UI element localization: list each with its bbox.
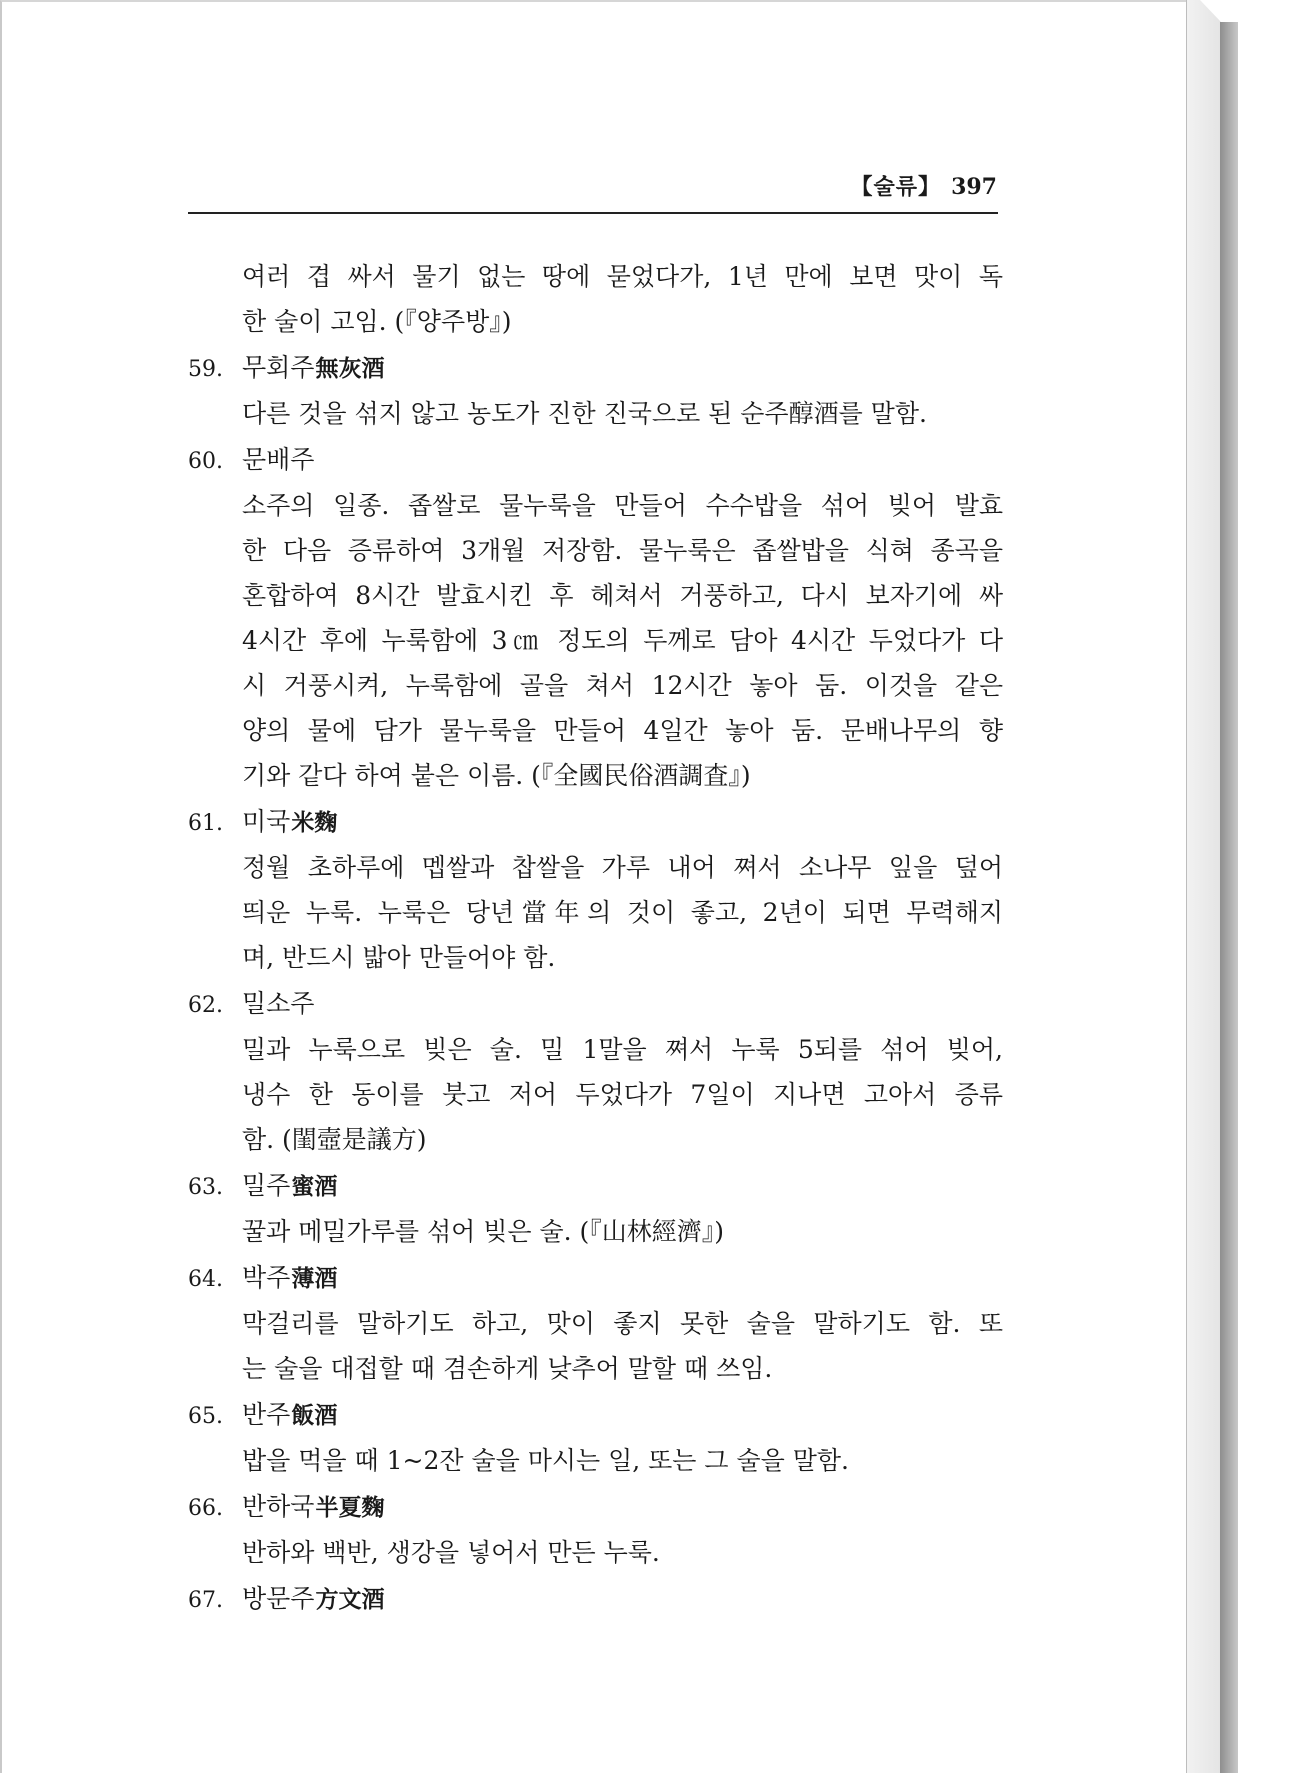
body-line: 막걸리를 말하기도 하고, 맛이 좋지 못한 술을 말하기도 함. 또 — [242, 1309, 1003, 1338]
entry-63 — [188, 1162, 1003, 1254]
body-line: 꿀과 메밀가루를 섞어 빚은 술. (『山林經濟』) — [242, 1217, 724, 1246]
entry-65 — [188, 1391, 1003, 1483]
body-line: 한 술이 고임. (『양주방』) — [242, 307, 512, 336]
body-line: 다른 것을 섞지 않고 농도가 진한 진국으로 된 순주醇酒를 말함. — [242, 399, 927, 428]
entry-number: 67. — [188, 1588, 223, 1613]
page-number: 397 — [951, 174, 997, 200]
entry-title: 박주 — [242, 1263, 291, 1292]
section-title: 【술류】 — [850, 174, 942, 200]
entry-heading — [188, 1391, 1003, 1438]
entry-hanja: 米麴 — [291, 809, 338, 836]
entry-64 — [188, 1254, 1003, 1391]
body-line: 기와 같다 하여 붙은 이름. (『全國民俗酒調査』) — [242, 761, 751, 790]
entry-title: 무회주 — [242, 353, 315, 382]
page-edge — [1186, 0, 1221, 1773]
entry-title: 방문주 — [242, 1584, 315, 1613]
body-line: 정월 초하루에 멥쌀과 찹쌀을 가루 내어 쪄서 소나무 잎을 덮어 — [242, 853, 1003, 882]
entry-title: 밀주 — [242, 1171, 291, 1200]
body-line: 냉수 한 동이를 붓고 저어 두었다가 7일이 지나면 고아서 증류 — [242, 1080, 1003, 1109]
entry-title: 밀소주 — [242, 989, 315, 1018]
entry-number: 60. — [188, 449, 223, 474]
page-shadow — [1220, 22, 1238, 1773]
running-header — [187, 170, 997, 214]
body-line: 밀과 누룩으로 빚은 술. 밀 1말을 쪄서 누룩 5되를 섞어 빚어, — [242, 1035, 1003, 1064]
body-line: 띄운 누룩. 누룩은 당년當年의 것이 좋고, 2년이 되면 무력해지 — [242, 898, 1003, 927]
page-content — [188, 254, 1003, 1622]
entry-number: 65. — [188, 1404, 223, 1429]
entry-number: 64. — [188, 1267, 223, 1292]
entry-number: 62. — [188, 993, 223, 1018]
entry-67 — [188, 1575, 1003, 1622]
entry-62 — [188, 980, 1003, 1162]
body-line: 함. (閨壼是議方) — [242, 1125, 427, 1154]
entry-heading — [188, 1254, 1003, 1301]
entry-title: 미국 — [242, 807, 291, 836]
entry-60 — [188, 436, 1003, 798]
entry-hanja: 無灰酒 — [315, 355, 385, 382]
entry-61 — [188, 798, 1003, 980]
body-line: 며, 반드시 밟아 만들어야 함. — [242, 943, 556, 972]
body-line: 양의 물에 담가 물누룩을 만들어 4일간 놓아 둠. 문배나무의 향 — [242, 716, 1003, 745]
entry-heading — [188, 1162, 1003, 1209]
body-line: 여러 겹 싸서 물기 없는 땅에 묻었다가, 1년 만에 보면 맛이 독 — [242, 262, 1003, 291]
entry-title: 문배주 — [242, 445, 315, 474]
entry-59 — [188, 344, 1003, 436]
body-line: 반하와 백반, 생강을 넣어서 만든 누룩. — [242, 1538, 660, 1567]
entry-hanja: 飯酒 — [291, 1402, 338, 1429]
entry-title: 반하국 — [242, 1492, 315, 1521]
entry-heading — [188, 344, 1003, 391]
entry-number: 59. — [188, 357, 223, 382]
intro-paragraph — [188, 254, 1003, 344]
entry-heading — [188, 436, 1003, 483]
body-line: 는 술을 대접할 때 겸손하게 낮추어 말할 때 쓰임. — [242, 1354, 773, 1383]
entry-heading — [188, 1575, 1003, 1622]
entry-title: 반주 — [242, 1400, 291, 1429]
body-line: 한 다음 증류하여 3개월 저장함. 물누룩은 좁쌀밥을 식혀 종곡을 — [242, 536, 1003, 565]
entry-hanja: 半夏麴 — [315, 1494, 385, 1521]
entry-66 — [188, 1483, 1003, 1575]
entry-heading — [188, 1483, 1003, 1530]
entry-hanja: 薄酒 — [291, 1265, 338, 1292]
header-rule — [188, 212, 998, 214]
body-line: 밥을 먹을 때 1~2잔 술을 마시는 일, 또는 그 술을 말함. — [242, 1446, 849, 1475]
body-line: 시 거풍시켜, 누룩함에 골을 쳐서 12시간 놓아 둠. 이것을 같은 — [242, 671, 1003, 700]
body-line: 4시간 후에 누룩함에 3㎝ 정도의 두께로 담아 4시간 두었다가 다 — [242, 626, 1003, 655]
entry-hanja: 蜜酒 — [291, 1173, 338, 1200]
entry-heading — [188, 798, 1003, 845]
entry-heading — [188, 980, 1003, 1027]
entry-number: 66. — [188, 1496, 223, 1521]
entry-hanja: 方文酒 — [315, 1586, 385, 1613]
entry-number: 61. — [188, 811, 223, 836]
body-line: 소주의 일종. 좁쌀로 물누룩을 만들어 수수밥을 섞어 빚어 발효 — [242, 491, 1003, 520]
body-line: 혼합하여 8시간 발효시킨 후 헤쳐서 거풍하고, 다시 보자기에 싸 — [242, 581, 1003, 610]
entry-number: 63. — [188, 1175, 223, 1200]
